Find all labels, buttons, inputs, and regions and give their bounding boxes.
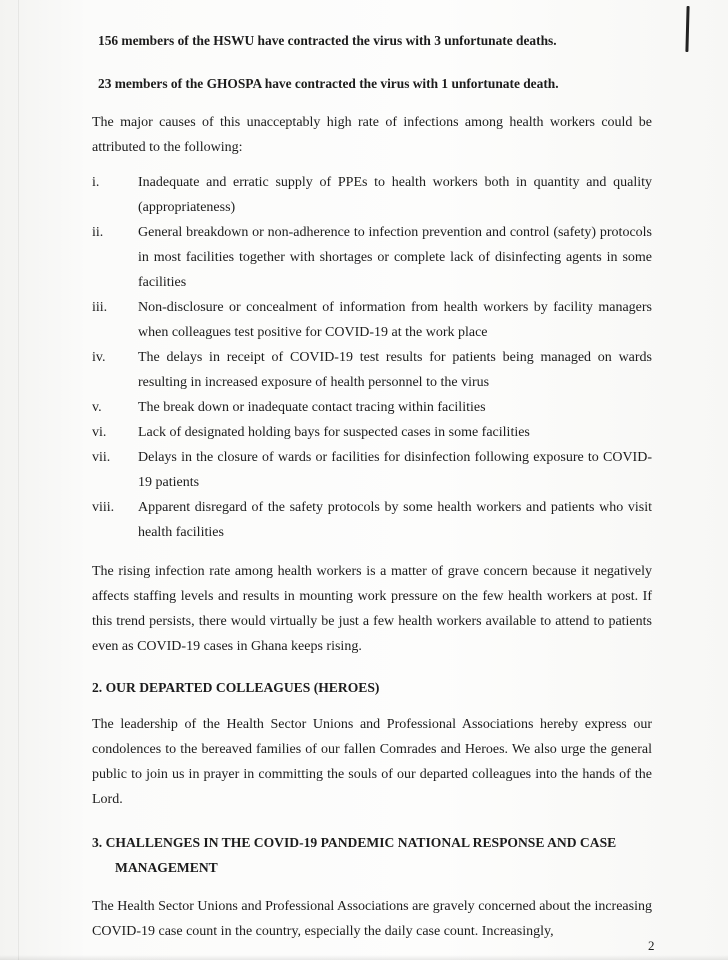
list-number: vi. bbox=[92, 425, 107, 440]
list-item bbox=[92, 220, 652, 295]
list-text: The delays in receipt of COVID-19 test results for patients being managed on wards resulting in increased exposure of health personnel to the virus bbox=[138, 350, 652, 390]
page-fold-shadow bbox=[18, 0, 19, 960]
list-number: i. bbox=[92, 175, 100, 190]
list-number: v. bbox=[92, 400, 102, 415]
concern-paragraph: The rising infection rate among health workers is a matter of grave concern because it negatively affects staffing levels and results in mounting work pressure on the few health workers at post. If this trend persists, there would virtually be just a few health workers available to attend to patients even as COVID-19 cases in Ghana keeps rising. bbox=[92, 564, 652, 654]
list-item bbox=[92, 295, 652, 345]
list-text: General breakdown or non-adherence to infection prevention and control (safety) protocols in most facilities together with shortages or complete lack of disinfecting agents in some facilities bbox=[138, 225, 652, 290]
section-2-heading: 2. OUR DEPARTED COLLEAGUES (HEROES) bbox=[92, 680, 380, 695]
list-number: vii. bbox=[92, 450, 111, 465]
list-text: Lack of designated holding bays for suspected cases in some facilities bbox=[138, 425, 530, 440]
list-item bbox=[92, 445, 652, 495]
list-number: iv. bbox=[92, 350, 106, 365]
list-number: ii. bbox=[92, 225, 104, 240]
section-2-body: The leadership of the Health Sector Unions and Professional Associations hereby express our condolences to the bereaved families of our fallen Comrades and Heroes. We also urge the general public to join us in prayer in committing the souls of our departed colleagues into the hands of the Lord. bbox=[92, 717, 652, 807]
list-text: Apparent disregard of the safety protocols by some health workers and patients who visit health facilities bbox=[138, 500, 652, 540]
section-3-heading: 3. CHALLENGES IN THE COVID-19 PANDEMIC NATIONAL RESPONSE AND CASE MANAGEMENT bbox=[92, 835, 617, 875]
list-text: Delays in the closure of wards or facilities for disinfection following exposure to COVID-19 patients bbox=[138, 450, 652, 490]
list-item bbox=[92, 345, 652, 395]
list-text: Inadequate and erratic supply of PPEs to health workers both in quantity and quality (appropriateness) bbox=[138, 175, 652, 215]
list-number: viii. bbox=[92, 500, 115, 515]
list-text: Non-disclosure or concealment of information from health workers by facility managers when colleagues test positive for COVID-19 at the work place bbox=[138, 300, 652, 340]
page-edge-mark bbox=[685, 6, 689, 52]
document-body bbox=[92, 28, 652, 944]
list-item bbox=[92, 170, 652, 220]
list-item bbox=[92, 420, 652, 445]
list-item bbox=[92, 395, 652, 420]
page-number: 2 bbox=[648, 938, 655, 953]
section-3-body: The Health Sector Unions and Professional Associations are gravely concerned about the increasing COVID-19 case count in the country, especially the daily case count. Increasingly, bbox=[92, 899, 652, 939]
stat-ghospa: 23 members of the GHOSPA have contracted the virus with 1 unfortunate death. bbox=[98, 76, 559, 91]
page-bottom-edge bbox=[0, 955, 728, 960]
list-item bbox=[92, 495, 652, 545]
causes-intro: The major causes of this unacceptably high rate of infections among health workers could be attributed to the following: bbox=[92, 115, 652, 155]
causes-list bbox=[92, 170, 652, 545]
list-number: iii. bbox=[92, 300, 108, 315]
stat-hswu: 156 members of the HSWU have contracted the virus with 3 unfortunate deaths. bbox=[98, 33, 557, 48]
list-text: The break down or inadequate contact tracing within facilities bbox=[138, 400, 486, 415]
